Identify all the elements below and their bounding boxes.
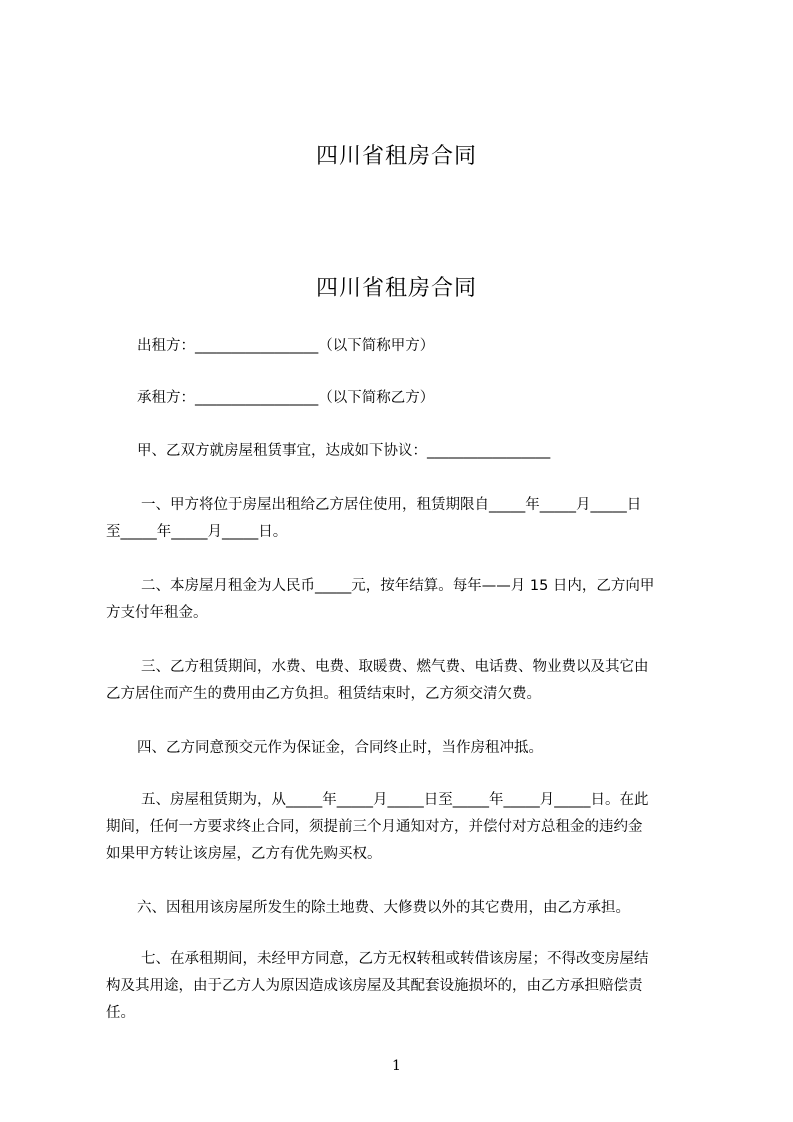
clause-1-line-2: 至_____年_____月_____日。 bbox=[106, 524, 288, 540]
clause-2-line-1: 二、本房屋月租金为人民币_____元，按年结算。每年——月 15 日内，乙方向甲 bbox=[141, 578, 655, 594]
cover-title: 四川省租房合同 bbox=[315, 144, 477, 169]
clause-5-line-2: 期间，任何一方要求终止合同，须提前三个月通知对方，并偿付对方总租金的违约金 bbox=[106, 819, 643, 835]
agreement-intro: 甲、乙双方就房屋租赁事宜，达成如下协议：_________________ bbox=[137, 443, 551, 459]
lessor-line: 出租方：_________________（以下简称甲方） bbox=[137, 338, 435, 354]
page-number: 1 bbox=[392, 1058, 401, 1074]
clause-2-line-2: 方支付年租金。 bbox=[106, 605, 208, 621]
clause-7-line-2: 构及其用途，由于乙方人为原因造成该房屋及其配套设施损坏的，由乙方承担赔偿责 bbox=[106, 978, 643, 994]
lessee-line: 承租方：_________________（以下简称乙方） bbox=[137, 390, 435, 406]
clause-1-line-1: 一、甲方将位于房屋出租给乙方居住使用，租赁期限自_____年_____月_____日 bbox=[141, 497, 642, 513]
clause-7-line-1: 七、在承租期间，未经甲方同意，乙方无权转租或转借该房屋；不得改变房屋结 bbox=[141, 951, 649, 967]
clause-4: 四、乙方同意预交元作为保证金，合同终止时，当作房租冲抵。 bbox=[137, 740, 543, 756]
clause-3-line-2: 乙方居住而产生的费用由乙方负担。租赁结束时，乙方须交清欠费。 bbox=[106, 686, 541, 702]
clause-5-line-1: 五、房屋租赁期为，从_____年_____月_____日至_____年_____月_____日。在此 bbox=[141, 792, 649, 808]
clause-3-line-1: 三、乙方租赁期间，水费、电费、取暖费、燃气费、电话费、物业费以及其它由 bbox=[141, 659, 649, 675]
clause-6: 六、因租用该房屋所发生的除土地费、大修费以外的其它费用，由乙方承担。 bbox=[137, 900, 630, 916]
clause-7-line-3: 任。 bbox=[106, 1005, 135, 1021]
clause-5-line-3: 如果甲方转让该房屋，乙方有优先购买权。 bbox=[106, 846, 382, 862]
contract-title: 四川省租房合同 bbox=[315, 276, 477, 301]
